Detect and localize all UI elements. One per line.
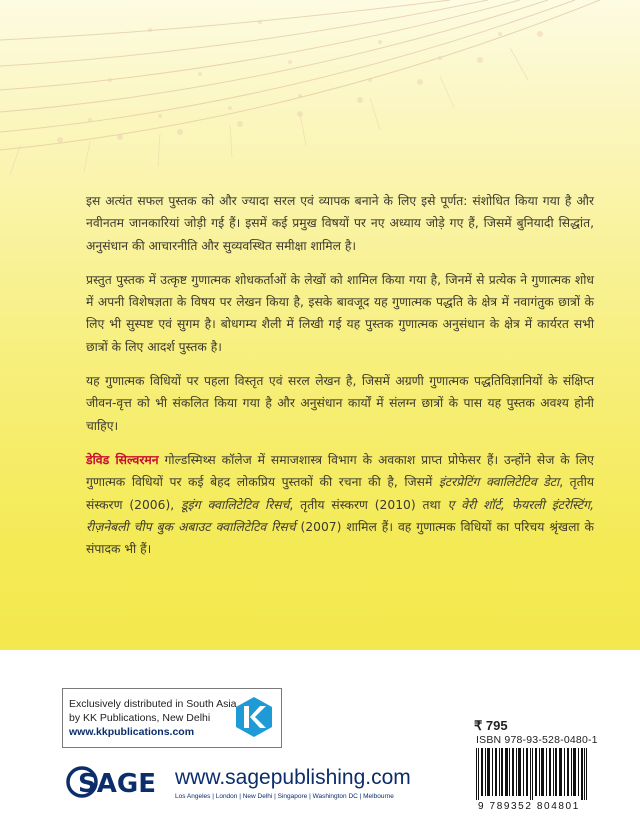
book-description: [86, 190, 594, 572]
author-bio-text: , तृतीय संस्करण (2006),: [86, 475, 595, 512]
distribution-box: [62, 688, 282, 748]
description-paragraph: यह गुणात्मक विधियों पर पहला विस्तृत एवं सरल लेखन है, जिसमें अग्रणी गुणात्मक पद्धतिविज्ञानियों के संक्षिप्त जीवन-वृत्त को भी संकलित किया गया है और अनुसंधान कार्यों में संलग्न छात्रों के पास यह पुस्तक अवश्य होनी चाहिए।: [86, 374, 594, 433]
distribution-line: Exclusively distributed in South Asia: [69, 698, 237, 710]
isbn: ISBN 978-93-528-0480-1: [476, 734, 598, 746]
distributor-url[interactable]: www.kkpublications.com: [69, 726, 195, 738]
author-bio-text: (2007) शामिल हैं। वह गुणात्मक विधियों का परिचय श्रृंखला के संपादक भी हैं।: [86, 519, 595, 557]
distribution-line: by KK Publications, New Delhi: [69, 712, 211, 724]
publisher-url[interactable]: www.sagepublishing.com: [175, 766, 411, 789]
description-paragraph: प्रस्तुत पुस्तक में उत्कृष्ट गुणात्मक शोधकर्ताओं के लेखों को शामिल किया गया है, जिनमें से प्रत्येक ने गुणात्मक शोध में अपनी विशेषज्ञता के विषय पर लेखन किया है, इसके बावजूद यह गुणात्मक पद्धति के क्षेत्र में नवागंतुक छात्रों के लिए भी सुस्पष्ट एवं सुगम है। बोधगम्य शैली में लिखी गई यह पुस्तक गुणात्मक अनुसंधान के क्षेत्र में कार्यरत सभी छात्रों के लिए आदर्श पुस्तक है।: [86, 272, 594, 354]
publisher-cities: Los Angeles | London | New Delhi | Singapore | Washington DC | Melbourne: [175, 793, 394, 800]
barcode-number: 9 789352 804801: [478, 801, 580, 812]
barcode-icon: [476, 748, 588, 800]
decorative-dome-ornament: [0, 0, 640, 180]
book-title: ए वेरी शॉर्ट, फेयरली इंटरेस्टिंग, रीज़नेबली चीप बुक अबाउट क्वालिटेटिव रिसर्च: [86, 497, 594, 534]
author-name: डेविड सिल्वरमन: [86, 452, 159, 467]
sage-logo-icon: [66, 766, 172, 800]
distribution-info: [69, 697, 237, 739]
author-bio: [86, 449, 594, 560]
description-paragraph: इस अत्यंत सफल पुस्तक को और ज्यादा सरल एवं व्यापक बनाने के लिए इसे पूर्णत: संशोधित किया गया है और नवीनतम जानकारियां जोड़ी गई हैं। इसमें कई प्रमुख विषयों पर नए अध्याय जोड़े गए हैं, जिसमें बुनियादी सिद्धांत, अनुसंधान की आचारनीति और सुव्यवस्थित समीक्षा शामिल है।: [86, 194, 594, 253]
book-title: डूइंग क्वालिटेटिव रिसर्च: [181, 497, 290, 512]
book-title: इंटरप्रेटिंग क्वालिटेटिव डेटा: [438, 475, 560, 490]
price: ₹ 795: [474, 718, 508, 733]
sage-logo-text: SAGE: [78, 769, 156, 799]
author-bio-text: गोल्डस्मिथ्स कॉलेज में समाजशास्त्र विभाग के अवकाश प्राप्त प्रोफेसर हैं। उन्होंने सेज के लिए गुणात्मक विधियों पर कई बेहद लोकप्रिय पुस्तकों की रचना की है, जिसमें: [86, 452, 594, 490]
kk-publications-logo-icon: [233, 696, 275, 738]
cover-footer: [0, 650, 640, 840]
author-bio-text: , तृतीय संस्करण (2010) तथा: [289, 497, 448, 512]
